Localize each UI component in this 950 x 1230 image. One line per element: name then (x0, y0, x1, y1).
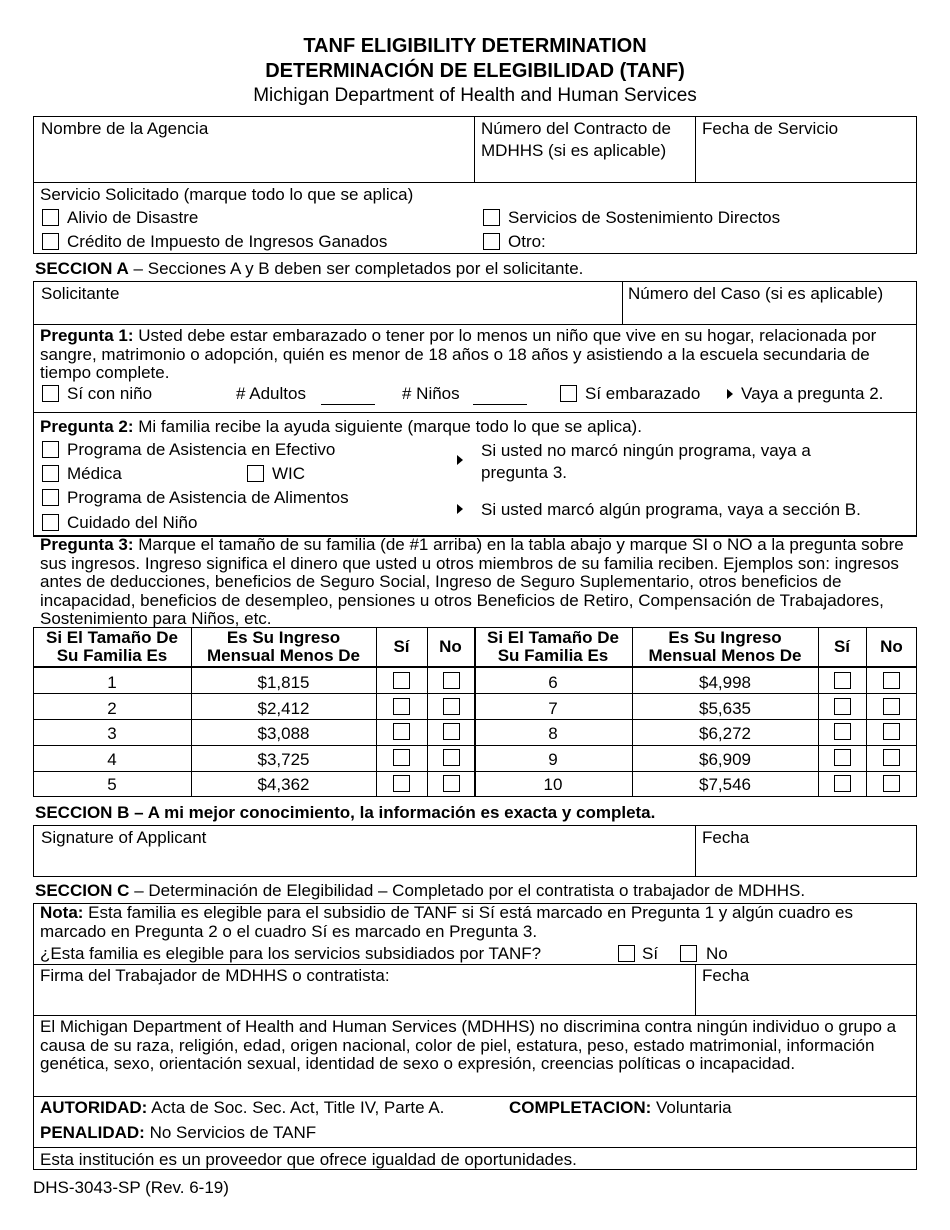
income-no-checkbox[interactable] (443, 698, 460, 715)
any-program-instruction: Si usted marcó algún programa, vaya a sección B. (481, 500, 861, 519)
table-cell-size: 1 (107, 673, 117, 692)
income-no-checkbox[interactable] (883, 698, 900, 715)
food-assistance-label: Programa de Asistencia de Alimentos (67, 488, 349, 507)
cash-assistance-label: Programa de Asistencia en Efectivo (67, 440, 336, 459)
table-cell-income: $5,635 (699, 699, 751, 718)
child-care-label: Cuidado del Niño (67, 513, 198, 532)
medical-checkbox[interactable] (42, 465, 59, 482)
disaster-relief-checkbox[interactable] (42, 209, 59, 226)
service-requested-heading: Servicio Solicitado (marque todo lo que se aplica) (40, 185, 414, 204)
income-yes-checkbox[interactable] (393, 698, 410, 715)
col-monthly-income-header: Es Su Ingreso Mensual Menos De (206, 628, 361, 665)
agency-name-label: Nombre de la Agencia (41, 119, 209, 138)
table-cell-size: 3 (107, 724, 117, 743)
no-program-instruction: Si usted no marcó ningún programa, vaya a (481, 441, 811, 460)
yes-with-child-label: Sí con niño (67, 384, 153, 403)
question-2-text: Pregunta 2: Mi familia recibe la ayuda siguiente (marque todo lo que se aplica). (40, 417, 642, 436)
children-field[interactable] (473, 404, 527, 405)
table-cell-income: $4,998 (699, 673, 751, 692)
table-cell-size: 7 (548, 699, 558, 718)
table-cell-income: $6,909 (699, 750, 751, 769)
arrow-right-icon (457, 455, 463, 465)
col-monthly-income-header: Es Su Ingreso Mensual Menos De (648, 628, 802, 665)
divider (33, 1015, 917, 1016)
worker-signature-label: Firma del Trabajador de MDHHS o contratista: (40, 966, 390, 985)
case-number-label: Número del Caso (si es aplicable) (628, 284, 884, 303)
table-cell-size: 6 (548, 673, 558, 692)
table-cell-income: $7,546 (699, 775, 751, 794)
form-number: DHS-3043-SP (Rev. 6-19) (33, 1178, 229, 1197)
divider (695, 825, 696, 877)
table-cell-size: 5 (107, 775, 117, 794)
income-yes-checkbox[interactable] (834, 749, 851, 766)
divider (622, 281, 623, 325)
applicant-signature-label: Signature of Applicant (41, 828, 207, 847)
income-no-checkbox[interactable] (883, 749, 900, 766)
equal-opportunity-statement: Esta institución es un proveedor que ofrece igualdad de oportunidades. (40, 1150, 577, 1169)
service-date-label: Fecha de Servicio (702, 119, 839, 138)
table-cell-income: $4,362 (257, 775, 310, 794)
table-cell-size: 4 (107, 750, 117, 769)
no-program-instruction-2: pregunta 3. (481, 463, 568, 482)
adults-field[interactable] (321, 404, 375, 405)
children-label: # Niños (402, 384, 460, 403)
yes-pregnant-label: Sí embarazado (585, 384, 701, 403)
income-yes-checkbox[interactable] (393, 723, 410, 740)
divider (695, 116, 696, 183)
income-no-checkbox[interactable] (883, 723, 900, 740)
income-yes-checkbox[interactable] (834, 775, 851, 792)
other-service-checkbox[interactable] (483, 233, 500, 250)
nondiscrimination-statement: El Michigan Department of Health and Human Services (MDHHS) no discrimina contra ningún individuo o grupo a causa de su raza, religión, edad, origen nacional, color de piel, estatura, peso, estado matrimonial, información genética, sexo, orientación sexual, identidad de sexo o expresión, creencias políticas o incapacidad. (40, 1017, 897, 1073)
food-assistance-checkbox[interactable] (42, 489, 59, 506)
form-title-english: TANF ELIGIBILITY DETERMINATION (303, 35, 647, 57)
col-no-header: No (439, 637, 462, 656)
divider (474, 116, 475, 183)
goto-question-2: Vaya a pregunta 2. (741, 384, 884, 403)
earned-income-credit-checkbox[interactable] (42, 233, 59, 250)
income-no-checkbox[interactable] (443, 723, 460, 740)
wic-label: WIC (272, 464, 306, 483)
table-cell-income: $1,815 (257, 673, 310, 692)
eligible-yes-label: Sí (642, 944, 659, 963)
income-yes-checkbox[interactable] (393, 672, 410, 689)
section-a-heading: SECCION A – Secciones A y B deben ser completados por el solicitante. (35, 259, 584, 278)
section-b-heading: SECCION B – A mi mejor conocimiento, la información es exacta y completa. (35, 803, 656, 822)
divider (33, 964, 917, 965)
agency-name-field[interactable] (36, 140, 472, 180)
income-yes-checkbox[interactable] (834, 672, 851, 689)
table-cell-size: 9 (548, 750, 558, 769)
income-no-checkbox[interactable] (443, 672, 460, 689)
case-number-field[interactable] (625, 303, 915, 323)
applicant-date-field[interactable] (698, 848, 914, 874)
yes-with-child-checkbox[interactable] (42, 385, 59, 402)
table-cell-size: 2 (107, 699, 117, 718)
divider (33, 412, 917, 413)
table-cell-size: 8 (548, 724, 558, 743)
income-yes-checkbox[interactable] (393, 775, 410, 792)
table-cell-income: $2,412 (257, 699, 310, 718)
eligible-yes-checkbox[interactable] (618, 945, 635, 962)
col-yes-header: Sí (833, 637, 851, 656)
disaster-relief-label: Alivio de Disastre (67, 208, 199, 227)
divider (33, 182, 917, 183)
contract-number-label-2: MDHHS (si es aplicable) (481, 141, 667, 160)
col-family-size-header: Si El Tamaño De Su Familia Es (487, 628, 619, 665)
form-title-spanish: DETERMINACIÓN DE ELEGIBILIDAD (TANF) (265, 60, 685, 82)
completion-line: COMPLETACION: Voluntaria (509, 1098, 732, 1117)
arrow-right-icon (457, 504, 463, 514)
table-cell-income: $6,272 (699, 724, 751, 743)
question-3-text: Pregunta 3: Marque el tamaño de su familia (de #1 arriba) en la tabla abajo y marque SI o NO a la pregunta sobre sus ingresos. Ingreso significa el dinero que usted u otros miembros de su familia reciben. Ejemplos son: ingresos antes de deducciones, beneficios de Seguro Social, Ingreso de Seguro Suplementario, otros beneficios de incapacidad, beneficios de desempleo, pensiones u otros Beneficios de Retiro, Compensación de Trabajadores, Sostenimiento para Niños, etc. (40, 535, 904, 628)
income-no-checkbox[interactable] (443, 775, 460, 792)
other-service-label: Otro: (508, 232, 546, 251)
arrow-right-icon (727, 389, 733, 399)
wic-checkbox[interactable] (247, 465, 264, 482)
income-yes-checkbox[interactable] (834, 723, 851, 740)
eligibility-question: ¿Esta familia es elegible para los servicios subsidiados por TANF? (40, 944, 542, 963)
worker-date-field[interactable] (698, 986, 914, 1014)
cash-assistance-checkbox[interactable] (42, 441, 59, 458)
income-no-checkbox[interactable] (883, 672, 900, 689)
applicant-date-label: Fecha (702, 828, 750, 847)
child-care-checkbox[interactable] (42, 514, 59, 531)
earned-income-credit-label: Crédito de Impuesto de Ingresos Ganados (67, 232, 388, 251)
divider (33, 1147, 917, 1148)
income-yes-checkbox[interactable] (393, 749, 410, 766)
income-no-checkbox[interactable] (443, 749, 460, 766)
applicant-signature-field[interactable] (36, 848, 692, 874)
table-cell-income: $3,725 (257, 750, 310, 769)
divider (695, 964, 696, 1016)
yes-pregnant-checkbox[interactable] (560, 385, 577, 402)
income-no-checkbox[interactable] (883, 775, 900, 792)
department-name: Michigan Department of Health and Human Services (253, 85, 697, 106)
income-yes-checkbox[interactable] (834, 698, 851, 715)
col-no-header: No (880, 637, 903, 656)
direct-support-label: Servicios de Sostenimiento Directos (508, 208, 781, 227)
penalty-line: PENALIDAD: No Servicios de TANF (40, 1123, 317, 1142)
medical-label: Médica (67, 464, 122, 483)
adults-label: # Adultos (236, 384, 306, 403)
col-family-size-header: Si El Tamaño De Su Familia Es (46, 628, 178, 665)
contract-number-label: Número del Contracto de (481, 119, 671, 138)
question-1-text: Pregunta 1: Usted debe estar embarazado o tener por lo menos un niño que vive en su hogar, relacionada por sangre, matrimonio o adopción, quién es menor de 18 años o 18 años y asistiendo a la escuela secundaria de tiempo complete. (40, 326, 877, 382)
contract-number-field[interactable] (477, 162, 693, 182)
eligibility-note: Nota: Esta familia es elegible para el subsidio de TANF si Sí está marcado en Pregunta 1 y algún cuadro es marcado en Pregunta 2 o el cuadro Sí es marcado en Pregunta 3. (40, 903, 853, 941)
authority-line: AUTORIDAD: Acta de Soc. Sec. Act, Title IV, Parte A. (40, 1098, 445, 1117)
divider (33, 324, 917, 325)
col-yes-header: Sí (393, 637, 410, 656)
worker-signature-field[interactable] (36, 986, 692, 1014)
direct-support-checkbox[interactable] (483, 209, 500, 226)
worker-date-label: Fecha (702, 966, 750, 985)
eligible-no-checkbox[interactable] (680, 945, 697, 962)
applicant-label: Solicitante (41, 284, 120, 303)
service-date-field[interactable] (698, 140, 914, 180)
eligible-no-label: No (706, 944, 728, 963)
table-cell-income: $3,088 (257, 724, 310, 743)
section-c-heading: SECCION C – Determinación de Elegibilidad – Completado por el contratista o trabajador de MDHHS. (35, 881, 806, 900)
divider (33, 1096, 917, 1097)
applicant-field[interactable] (36, 303, 620, 323)
table-cell-size: 10 (543, 775, 563, 794)
